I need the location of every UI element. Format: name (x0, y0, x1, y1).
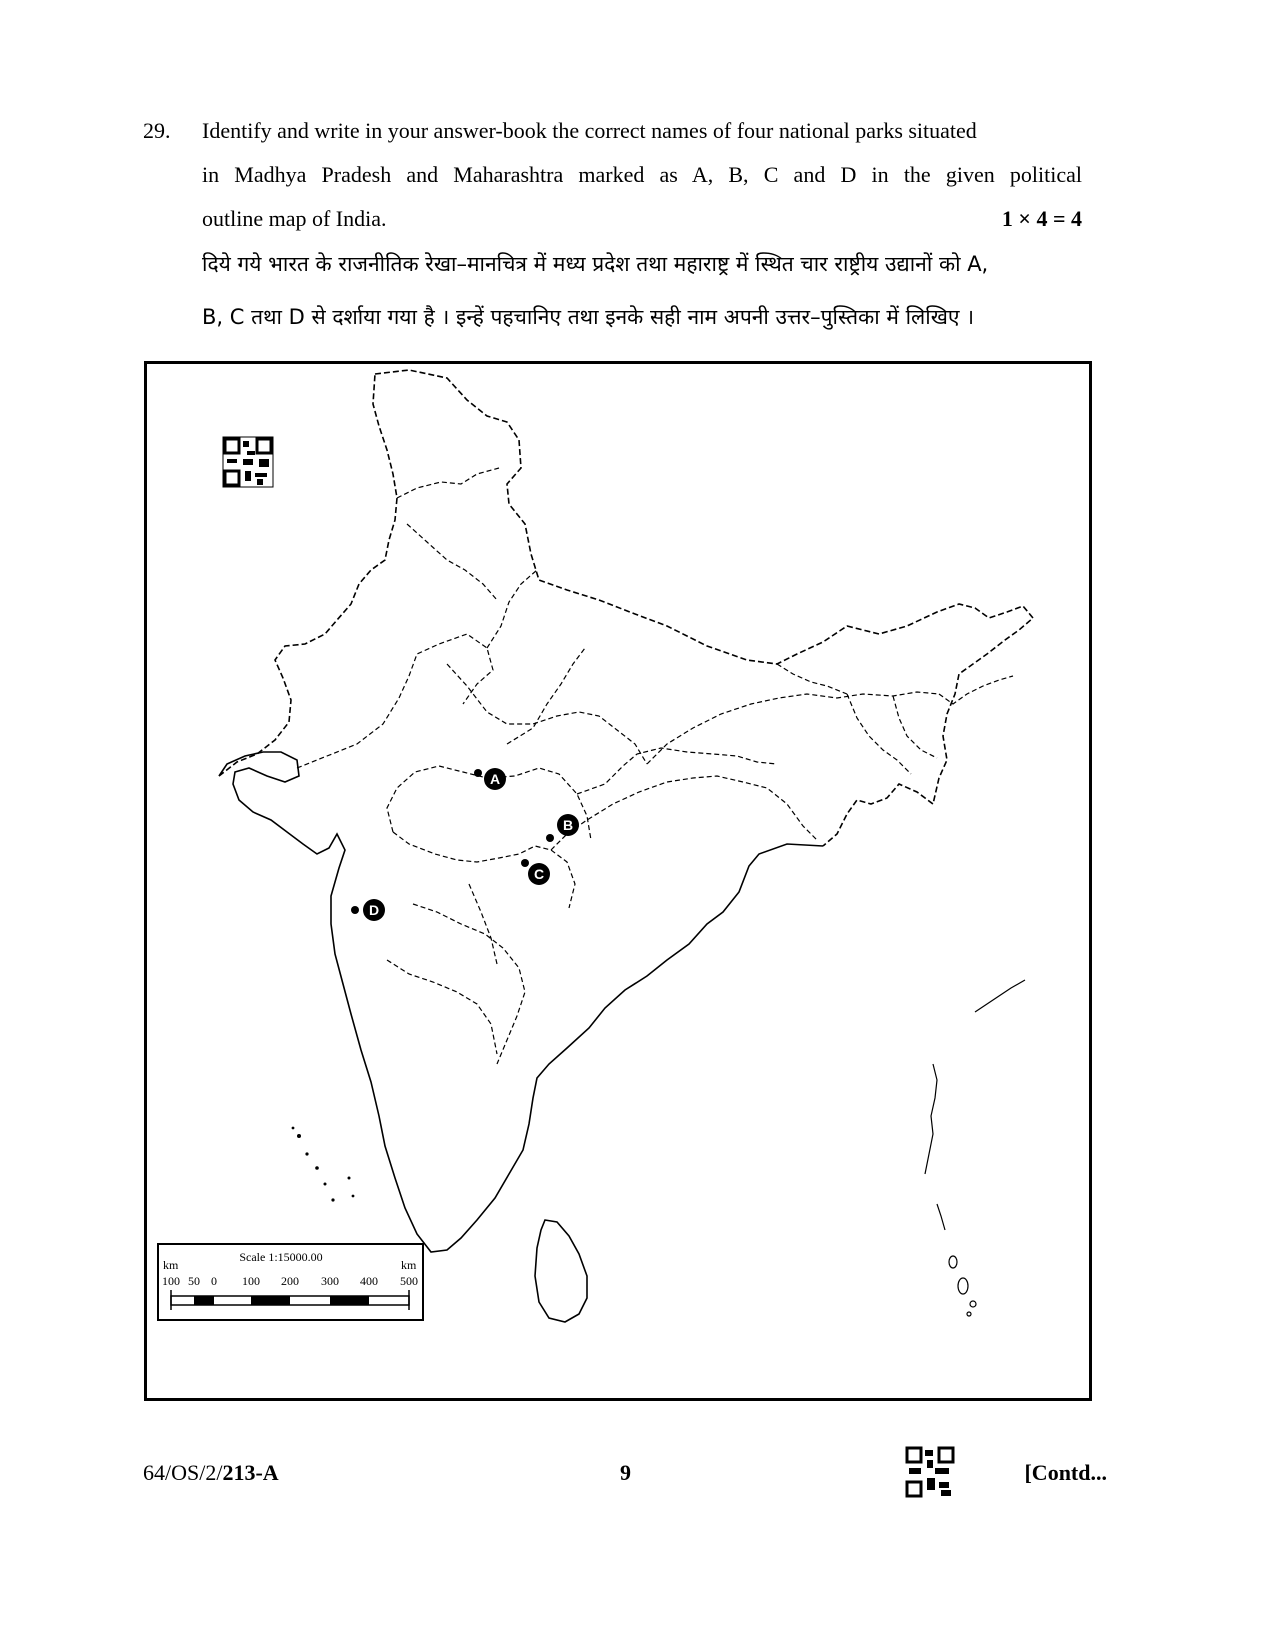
scale-title: Scale 1:15000.00 (239, 1250, 323, 1264)
marker-a-label: A (489, 771, 501, 787)
marker-b-label: B (562, 817, 574, 833)
scale-unit-right: km (401, 1258, 417, 1272)
map-drawing (147, 364, 1089, 1398)
footer-qr-code (905, 1446, 955, 1498)
marker-d-label: D (368, 902, 380, 918)
question-marks: 1 × 4 = 4 (1001, 206, 1082, 231)
western-boundary (219, 374, 397, 776)
continued-marker: [Contd... (1024, 1460, 1107, 1485)
scale-tick: 50 (188, 1274, 200, 1288)
scale-tick: 0 (211, 1274, 217, 1288)
lakshadweep-islands (292, 1127, 355, 1202)
marker-a (474, 768, 506, 790)
scale-tick: 100 (162, 1274, 180, 1288)
question-text-line-3: outline map of India. (202, 206, 387, 231)
paper-code-bold: 213-A (222, 1460, 279, 1485)
sri-lanka-outline (535, 1220, 587, 1322)
scale-tick: 400 (360, 1274, 378, 1288)
india-outline-map (144, 361, 1092, 1401)
scale-tick: 200 (281, 1274, 299, 1288)
andaman-nicobar-islands (925, 980, 1025, 1316)
paper-code (143, 1460, 279, 1486)
map-qr-code (223, 437, 273, 487)
coastline (219, 752, 823, 1252)
marker-d (351, 899, 385, 921)
marker-c (521, 859, 550, 885)
scale-tick: 100 (242, 1274, 260, 1288)
hindi-text-line-1: दिये गये भारत के राजनीतिक रेखा–मानचित्र में मध्य प्रदेश तथा महाराष्ट्र में स्थित चार राष्ट्रीय उद्यानों को A, (202, 252, 989, 276)
marker-c-label: C (533, 866, 545, 882)
question-text-line-2: in Madhya Pradesh and Maharashtra marked as A, B, C and D in the given political (202, 162, 1082, 187)
scale-tick: 500 (400, 1274, 418, 1288)
page-number: 9 (620, 1460, 631, 1485)
question-text-line-1: Identify and write in your answer-book the correct names of four national parks situated (202, 118, 977, 143)
scale-unit-left: km (163, 1258, 179, 1272)
question-number: 29. (143, 118, 171, 143)
state-boundaries (297, 468, 1013, 1064)
scale-tick: 300 (321, 1274, 339, 1288)
map-scale-bar (158, 1244, 423, 1320)
paper-code-prefix: 64/OS/2/ (143, 1460, 223, 1485)
hindi-text-line-2: B, C तथा D से दर्शाया गया है । इन्हें पहचानिए तथा इनके सही नाम अपनी उत्तर–पुस्तिका में लिखिए । (202, 305, 975, 329)
